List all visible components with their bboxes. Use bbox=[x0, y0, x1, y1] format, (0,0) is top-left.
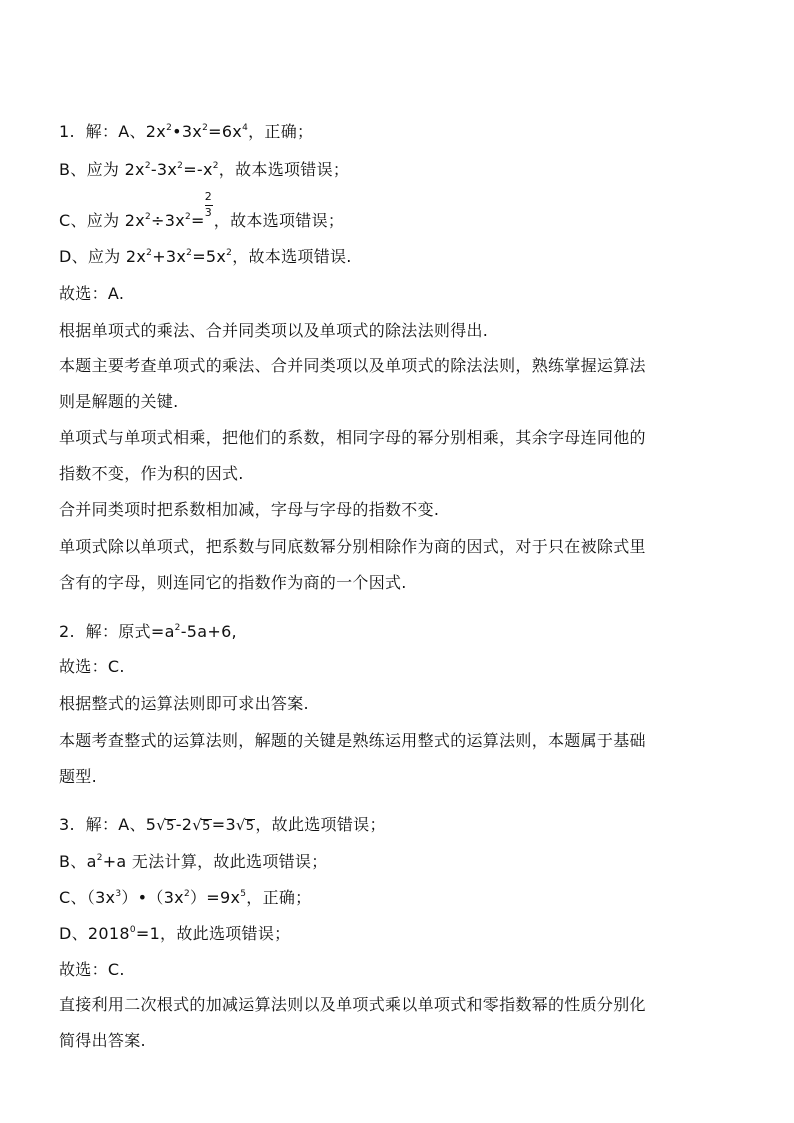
q1-line-d: D、应为 $2x^2+3x^2=5x^2$，故本选项错误. bbox=[59, 247, 352, 266]
q2-number: 2. bbox=[59, 622, 75, 641]
q1-choice: 故选：A. bbox=[59, 284, 125, 303]
q3-line-a: 3. 解：A、5√5-2√5=3√5，故此选项错误； bbox=[59, 815, 386, 834]
q2-paragraph-2a: 本题考查整式的运算法则，解题的关键是熟练运用整式的运算法则，本题属于基础 bbox=[59, 731, 646, 750]
q1-line-a: 1. 解：A、$2x^2•3x^2=6x^4$，正确； bbox=[59, 122, 314, 141]
sqrt-5-3: √5 bbox=[235, 816, 255, 834]
q3-paragraph-1b: 简得出答案. bbox=[59, 1031, 146, 1050]
q1-line-b: B、应为 $2x^2-3x^2=-x^2$，故本选项错误； bbox=[59, 160, 350, 179]
q1-paragraph-5b: 含有的字母，则连同它的指数作为商的一个因式. bbox=[59, 573, 407, 592]
q3-number: 3. bbox=[59, 815, 75, 834]
q2-paragraph-1: 根据整式的运算法则即可求出答案. bbox=[59, 694, 309, 713]
q1-paragraph-3a: 单项式与单项式相乘，把他们的系数，相同字母的幂分别相乘，其余字母连同他的 bbox=[59, 428, 646, 447]
q3-paragraph-1a: 直接利用二次根式的加减运算法则以及单项式乘以单项式和零指数幂的性质分别化 bbox=[59, 995, 646, 1014]
q1-line-c: C、应为 $2x^2\div 3x^2=$ $\frac{2}{3}$ ，故本选项错误； bbox=[59, 190, 345, 230]
q3-choice: 故选：C. bbox=[59, 960, 125, 979]
sqrt-5-1: √5 bbox=[156, 816, 175, 834]
q3-line-c: C、$(3x^3)•(3x^2)=9x^5$，正确； bbox=[59, 888, 312, 907]
fraction-two-thirds: $\frac{2}{3}$ bbox=[204, 190, 213, 219]
q1-paragraph-1: 根据单项式的乘法、合并同类项以及单项式的除法法则得出. bbox=[59, 321, 489, 340]
q1-paragraph-2a: 本题主要考查单项式的乘法、合并同类项以及单项式的除法法则，熟练掌握运算法 bbox=[59, 356, 646, 375]
sqrt-5-2: √5 bbox=[192, 816, 211, 834]
q3-line-d: D、$2018^0=1$，故此选项错误； bbox=[59, 924, 291, 943]
q2-line-1: 2. 解：原式$=a^2-5a+6$, bbox=[59, 622, 237, 641]
q1-paragraph-4: 合并同类项时把系数相加减，字母与字母的指数不变. bbox=[59, 500, 440, 519]
q3-line-b: B、$a^2+a$ 无法计算，故此选项错误； bbox=[59, 852, 328, 871]
q2-choice: 故选：C. bbox=[59, 657, 125, 676]
q1-paragraph-2b: 则是解题的关键. bbox=[59, 392, 179, 411]
q2-paragraph-2b: 题型. bbox=[59, 767, 97, 786]
q1-paragraph-5a: 单项式除以单项式，把系数与同底数幂分别相除作为商的因式，对于只在被除式里 bbox=[59, 537, 646, 556]
q1-number: 1. bbox=[59, 122, 75, 141]
q1-paragraph-3b: 指数不变，作为积的因式. bbox=[59, 464, 244, 483]
